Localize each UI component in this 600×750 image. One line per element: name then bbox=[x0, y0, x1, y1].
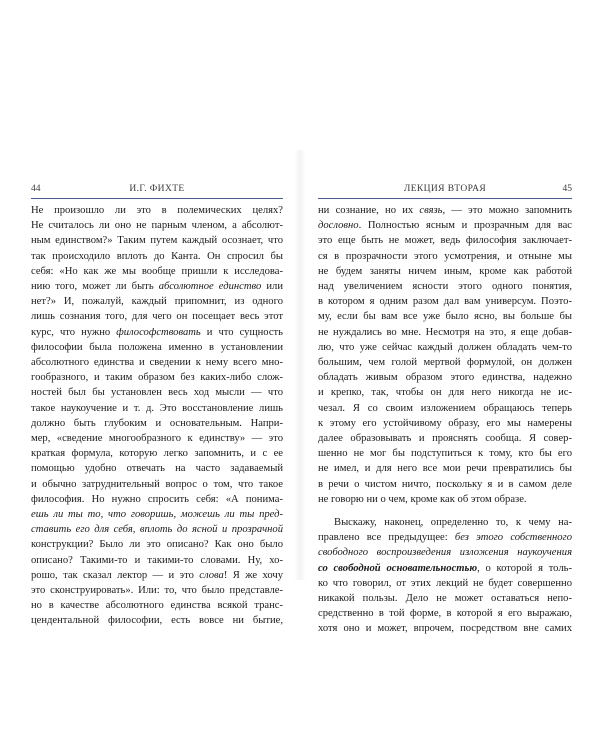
text-line: свободного воспроизведения изложения наукоучения bbox=[318, 547, 572, 559]
text-line: ным единством?» Таким путем каждый осознает, что bbox=[31, 235, 283, 247]
text-line: абсолютного единства и сведении к нему всего мно- bbox=[31, 357, 283, 369]
text-line: такое наукоучение и т. д. Это восстановление лишь bbox=[31, 402, 283, 414]
text-line: му, если бы вам все уже было ясно, вы больше бы bbox=[318, 311, 572, 323]
text-line: дословно. Полностью ясным и прозрачным для вас bbox=[318, 220, 572, 232]
text-line: лишь сознания того, для чего он посещает весь этот bbox=[31, 311, 283, 323]
text-line: Выскажу, наконец, определенно то, к чему на- bbox=[334, 517, 572, 529]
text-line: должно быть глубоким и основательным. Напри- bbox=[31, 417, 283, 429]
text-line: в речи о чистом ничто, поскольку я и в самом деле bbox=[318, 478, 572, 490]
text-line: курс, что нужно философствовать и что сущность bbox=[31, 326, 283, 338]
text-line: это еще быть не может, ведь философия заключает- bbox=[318, 235, 572, 247]
right-page-header bbox=[318, 184, 572, 199]
text-line: правлено все предыдущее: без этого собственного bbox=[318, 532, 572, 544]
text-line: шенно не мог бы подступиться к тому, кто бы его bbox=[318, 448, 572, 460]
text-line: себя: «Но как же мы вообще пришли к исследова- bbox=[31, 265, 283, 277]
text-line: обладать живым образом этого единства, надежно bbox=[318, 372, 572, 384]
text-line: в котором я одним разом дал вам универсум. Поэто- bbox=[318, 296, 572, 308]
text-line: краткая формула, которую легко запомнить, и с ее bbox=[31, 448, 283, 460]
text-line: философии была положена именно в установлении bbox=[31, 341, 283, 353]
right-page bbox=[318, 184, 572, 637]
left-page-text bbox=[31, 203, 283, 629]
text-line: помощью удобно отвечать на часто задаваемый bbox=[31, 463, 283, 475]
text-line: мер, «сведение многообразного к единству» — это bbox=[31, 433, 283, 445]
text-line: ставить его для себя, вплоть до ясной и прозрачной bbox=[31, 524, 283, 536]
text-line: ни сознание, но их связь, — это можно запомнить bbox=[318, 205, 572, 216]
text-line: нию того, может ли быть абсолютное единство или bbox=[31, 281, 283, 293]
text-line: философия. Но нужно спросить себя: «А понима- bbox=[31, 493, 283, 505]
text-line: со свободной основательностью, о которой я толь- bbox=[318, 562, 572, 574]
text-line: лю, что уже сейчас каждый должен обладать чем-то bbox=[318, 341, 572, 353]
text-line: рошо, так сказал лектор — и это слова! Я же хочу bbox=[31, 569, 283, 581]
text-line: не нуждались во мне. Несмотря на это, я еще добав- bbox=[318, 326, 572, 338]
text-line: большим, чем голой мертвой формулой, он должен bbox=[318, 357, 572, 369]
page-number: 45 bbox=[562, 184, 572, 194]
text-line: ся в прозрачности этого усмотрения, и отныне мы bbox=[318, 250, 572, 262]
text-line: средственно в той форме, в которой я его выражаю, bbox=[318, 608, 572, 620]
text-line: гообразного, и таким образом без каких-либо слож- bbox=[31, 372, 283, 384]
text-line: но в качестве абсолютного единства всякой транс- bbox=[31, 600, 283, 612]
text-line: это сконструировать». Или: то, что было представле- bbox=[31, 585, 283, 597]
text-line: хотя оно и может, впрочем, посредством вне самих bbox=[318, 623, 572, 635]
text-line: не имел, и для него все мои речи превратились бы bbox=[318, 463, 572, 475]
text-line: описано? Такими-то и такими-то словами. Ну, хо- bbox=[31, 554, 283, 566]
right-page-text bbox=[318, 203, 572, 637]
text-line: ешь ли ты то, что говоришь, можешь ли ты пред- bbox=[31, 509, 283, 521]
text-line: и крепко, так, чтобы он для него никогда не ис- bbox=[318, 387, 572, 399]
left-page-header bbox=[31, 184, 283, 199]
text-line: к этому его устойчивому образу, его мы намерены bbox=[318, 417, 572, 429]
text-line: не говорю ни о чем, кроме как об этом образе. bbox=[318, 493, 527, 505]
text-line: нет?» И, пожалуй, каждый припомнит, из одного bbox=[31, 296, 283, 308]
text-line: конструкции? Было ли это описано? Как оно было bbox=[31, 539, 283, 551]
paragraph-gap bbox=[318, 507, 572, 515]
text-line: далее образовывать и прояснять сообща. Я совер- bbox=[318, 433, 572, 445]
text-line: над увеличением ясности этого одного понятия, bbox=[318, 281, 572, 293]
text-line: ностей был бы установлен весь ход мысли — что bbox=[31, 387, 283, 399]
text-line: цендентальной философии, есть вовсе ни бытие, bbox=[31, 615, 283, 627]
text-line: не будем заняты ничем иным, кроме как работой bbox=[318, 265, 572, 277]
page-number: 44 bbox=[31, 184, 41, 194]
text-line: Не считалось ли оно не парным членом, а абсолют- bbox=[31, 220, 283, 232]
text-line: чезал. Я со своим изложением обращаюсь теперь bbox=[318, 402, 572, 414]
text-line: ко что говорил, от этих лекций не будет совершенно bbox=[318, 577, 572, 589]
running-head: И.Г. ФИХТЕ bbox=[129, 184, 185, 194]
text-line: и обычно затруднительный вопрос о том, что такое bbox=[31, 478, 283, 490]
book-gutter bbox=[294, 150, 306, 580]
text-line: никакой пользы. Дело не может оставаться непо- bbox=[318, 593, 572, 605]
text-line: так происходило вплоть до Канта. Он спросил бы bbox=[31, 250, 283, 262]
text-line: Не произошло ли это в полемических целях? bbox=[31, 205, 283, 216]
left-page bbox=[31, 184, 283, 629]
running-head: ЛЕКЦИЯ ВТОРАЯ bbox=[403, 184, 487, 194]
